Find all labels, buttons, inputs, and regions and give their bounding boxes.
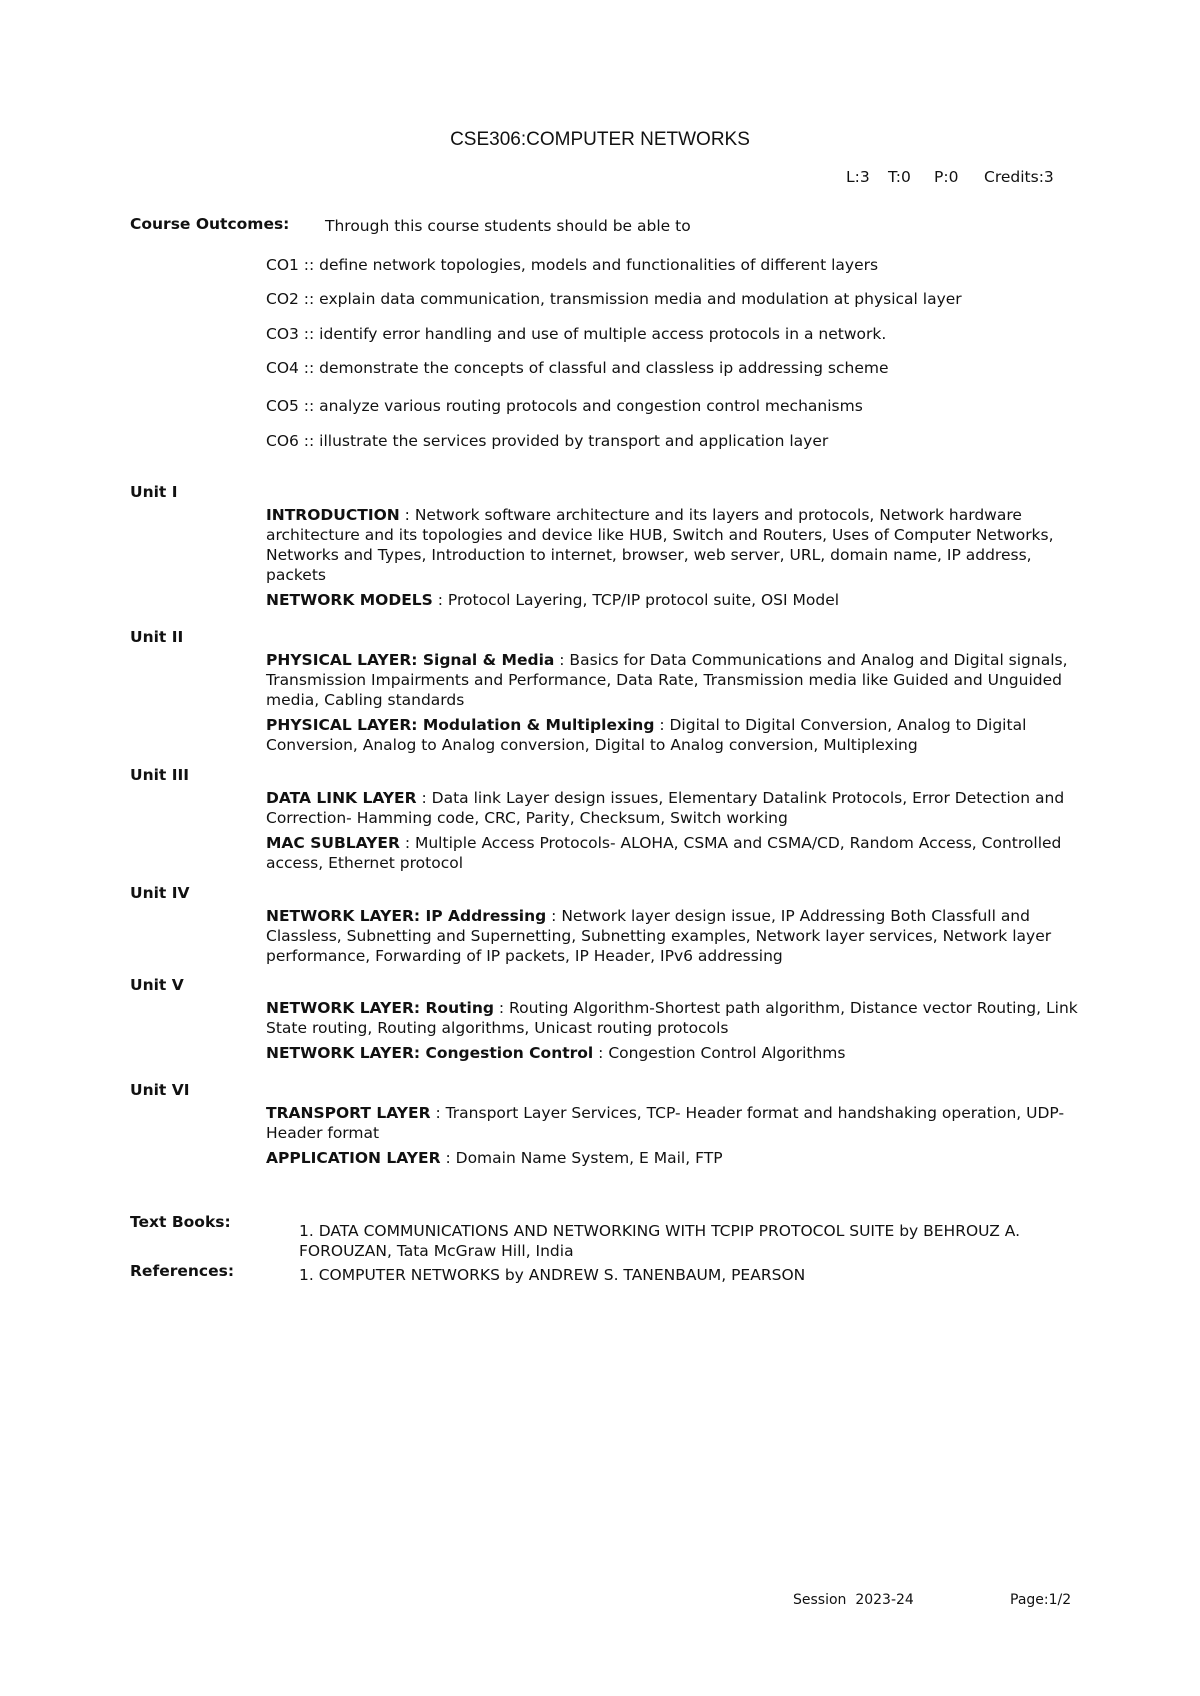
unit-topic <box>266 590 1096 610</box>
unit-topic <box>266 833 1096 873</box>
topic-text: : Network software architecture and its layers and protocols, Network hardware architecture and its topologies and device like HUB, Switch and Routers, Uses of Computer Networks, Networks and Types, Introduction to internet, browser, web server, URL, domain name, IP address, packets <box>266 506 1054 584</box>
unit-label: Unit II <box>130 628 184 646</box>
unit-label: Unit III <box>130 766 190 784</box>
topic-heading: DATA LINK LAYER <box>266 789 417 807</box>
course-outcomes-intro: Through this course students should be able to <box>325 217 691 235</box>
topic-text: : Digital to Digital Conversion, Analog to Digital Conversion, Analog to Analog conversion, Digital to Analog conversion, Multiplexing <box>266 716 1027 754</box>
credits-lecture: L:3 <box>846 168 870 186</box>
outcome-item: CO3 :: identify error handling and use of multiple access protocols in a network. <box>266 325 887 343</box>
credits-practical: P:0 <box>934 168 959 186</box>
unit-topic <box>266 788 1096 828</box>
credits-tutorial: T:0 <box>888 168 911 186</box>
unit-2-content <box>266 650 1096 760</box>
topic-heading: NETWORK LAYER: Congestion Control <box>266 1044 594 1062</box>
session-label: Session 2023-24 <box>793 1592 914 1608</box>
topic-text: : Data link Layer design issues, Elementary Datalink Protocols, Error Detection and Correction- Hamming code, CRC, Parity, Checksum, Switch working <box>266 789 1065 827</box>
unit-topic <box>266 906 1096 966</box>
text-books-label: Text Books: <box>130 1213 231 1231</box>
outcome-item: CO2 :: explain data communication, transmission media and modulation at physical layer <box>266 290 962 308</box>
references-label: References: <box>130 1262 235 1280</box>
topic-heading: TRANSPORT LAYER <box>266 1104 431 1122</box>
outcome-item: CO6 :: illustrate the services provided by transport and application layer <box>266 432 829 450</box>
unit-topic <box>266 650 1096 710</box>
topic-heading: NETWORK LAYER: IP Addressing <box>266 907 547 925</box>
unit-5-content <box>266 998 1096 1068</box>
outcome-item: CO5 :: analyze various routing protocols and congestion control mechanisms <box>266 397 863 415</box>
text-book-item: 1. DATA COMMUNICATIONS AND NETWORKING WITH TCPIP PROTOCOL SUITE by BEHROUZ A. FOROUZAN, Tata McGraw Hill, India <box>299 1222 1021 1260</box>
unit-label: Unit I <box>130 483 178 501</box>
topic-heading: NETWORK MODELS <box>266 591 433 609</box>
unit-topic <box>266 1103 1096 1143</box>
unit-topic <box>266 505 1096 585</box>
unit-4-content <box>266 906 1096 971</box>
topic-heading: NETWORK LAYER: Routing <box>266 999 494 1017</box>
unit-1-content <box>266 505 1096 615</box>
topic-heading: INTRODUCTION <box>266 506 400 524</box>
unit-topic <box>266 1043 1096 1063</box>
topic-text: : Domain Name System, E Mail, FTP <box>440 1149 723 1167</box>
reference-item: 1. COMPUTER NETWORKS by ANDREW S. TANENBAUM, PEARSON <box>299 1266 806 1284</box>
topic-text: : Multiple Access Protocols- ALOHA, CSMA and CSMA/CD, Random Access, Controlled access, Ethernet protocol <box>266 834 1062 872</box>
credits-total: Credits:3 <box>984 168 1054 186</box>
topic-heading: PHYSICAL LAYER: Signal & Media <box>266 651 555 669</box>
topic-text: : Routing Algorithm-Shortest path algorithm, Distance vector Routing, Link State routing, Routing algorithms, Unicast routing protocols <box>266 999 1078 1037</box>
topic-heading: MAC SUBLAYER <box>266 834 400 852</box>
topic-heading: PHYSICAL LAYER: Modulation & Multiplexing <box>266 716 655 734</box>
unit-topic <box>266 998 1096 1038</box>
topic-text: : Protocol Layering, TCP/IP protocol suite, OSI Model <box>432 591 840 609</box>
topic-heading: APPLICATION LAYER <box>266 1149 441 1167</box>
unit-label: Unit IV <box>130 884 190 902</box>
unit-label: Unit V <box>130 976 184 994</box>
topic-text: : Congestion Control Algorithms <box>593 1044 846 1062</box>
outcome-item: CO4 :: demonstrate the concepts of classful and classless ip addressing scheme <box>266 359 889 377</box>
unit-topic <box>266 1148 1096 1168</box>
unit-3-content <box>266 788 1096 878</box>
page-number: Page:1/2 <box>1010 1592 1072 1608</box>
topic-text: : Basics for Data Communications and Analog and Digital signals, Transmission Impairments and Performance, Data Rate, Transmission media like Guided and Unguided media, Cabling standards <box>266 651 1068 709</box>
unit-6-content <box>266 1103 1096 1173</box>
topic-text: : Network layer design issue, IP Addressing Both Classfull and Classless, Subnetting and Supernetting, Subnetting examples, Network layer services, Network layer performance, Forwarding of IP packets, IP Header, IPv6 addressing <box>266 907 1052 965</box>
course-title: CSE306:COMPUTER NETWORKS <box>450 129 750 150</box>
outcome-item: CO1 :: define network topologies, models and functionalities of different layers <box>266 256 879 274</box>
course-outcomes-label: Course Outcomes: <box>130 215 290 233</box>
topic-text: : Transport Layer Services, TCP- Header format and handshaking operation, UDP- Header format <box>266 1104 1065 1142</box>
unit-label: Unit VI <box>130 1081 190 1099</box>
unit-topic <box>266 715 1096 755</box>
